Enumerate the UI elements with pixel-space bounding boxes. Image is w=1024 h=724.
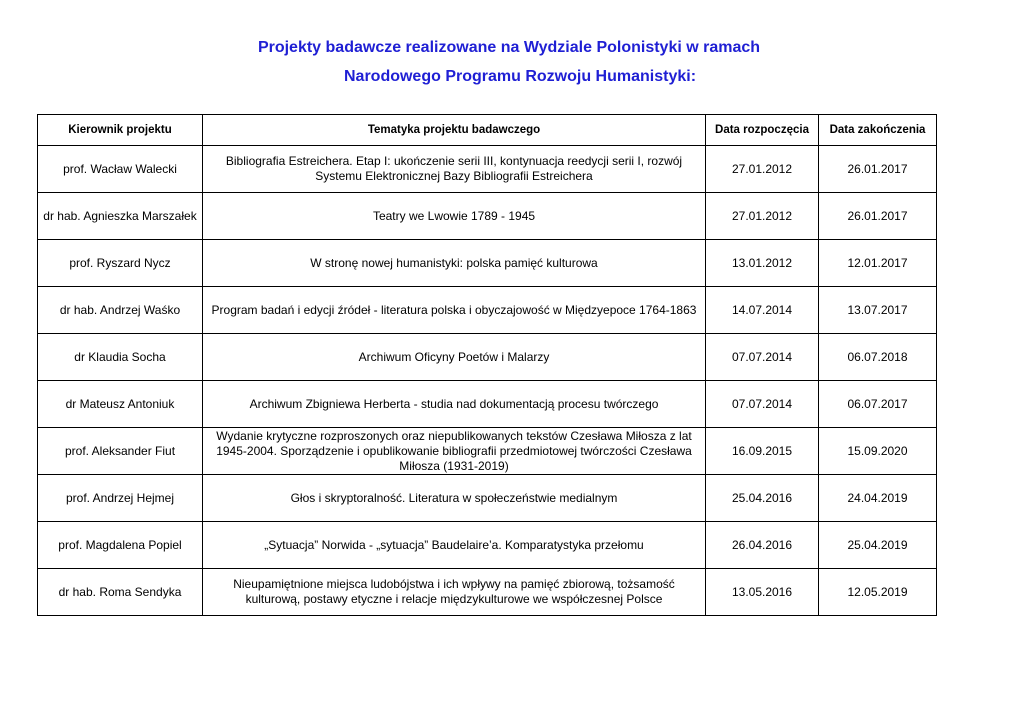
cell-end-date: 24.04.2019 xyxy=(819,475,937,522)
cell-leader: prof. Andrzej Hejmej xyxy=(38,475,203,522)
cell-topic: Teatry we Lwowie 1789 - 1945 xyxy=(203,193,706,240)
cell-end-date: 25.04.2019 xyxy=(819,522,937,569)
cell-topic: Archiwum Oficyny Poetów i Malarzy xyxy=(203,334,706,381)
cell-start-date: 27.01.2012 xyxy=(706,146,819,193)
cell-topic: Archiwum Zbigniewa Herberta - studia nad dokumentacją procesu twórczego xyxy=(203,381,706,428)
cell-topic: Program badań i edycji źródeł - literatura polska i obyczajowość w Międzyepoce 1764-1863 xyxy=(203,287,706,334)
table-row xyxy=(38,522,937,569)
table-row xyxy=(38,334,937,381)
cell-leader: dr hab. Andrzej Waśko xyxy=(38,287,203,334)
column-header-topic: Tematyka projektu badawczego xyxy=(203,115,706,146)
column-header-end-date: Data zakończenia xyxy=(819,115,937,146)
cell-start-date: 07.07.2014 xyxy=(706,334,819,381)
cell-topic: W stronę nowej humanistyki: polska pamięć kulturowa xyxy=(203,240,706,287)
cell-leader: prof. Aleksander Fiut xyxy=(38,428,203,475)
cell-leader: dr Klaudia Socha xyxy=(38,334,203,381)
cell-topic: Głos i skryptoralność. Literatura w społeczeństwie medialnym xyxy=(203,475,706,522)
column-header-start-date: Data rozpoczęcia xyxy=(706,115,819,146)
cell-end-date: 26.01.2017 xyxy=(819,193,937,240)
table-row xyxy=(38,146,937,193)
table-row xyxy=(38,193,937,240)
cell-topic: Nieupamiętnione miejsca ludobójstwa i ich wpływy na pamięć zbiorową, tożsamość kulturową, postawy etyczne i relacje międzykulturowe we współczesnej Polsce xyxy=(203,569,706,616)
cell-start-date: 13.01.2012 xyxy=(706,240,819,287)
table-header-row xyxy=(38,115,937,146)
table-row xyxy=(38,381,937,428)
table-row xyxy=(38,287,937,334)
cell-topic: „Sytuacja” Norwida - „sytuacja” Baudelaire’a. Komparatystyka przełomu xyxy=(203,522,706,569)
projects-table xyxy=(37,114,937,616)
cell-leader: prof. Wacław Walecki xyxy=(38,146,203,193)
cell-leader: dr hab. Agnieszka Marszałek xyxy=(38,193,203,240)
cell-end-date: 06.07.2018 xyxy=(819,334,937,381)
table-row xyxy=(38,240,937,287)
cell-start-date: 25.04.2016 xyxy=(706,475,819,522)
cell-end-date: 13.07.2017 xyxy=(819,287,937,334)
cell-start-date: 27.01.2012 xyxy=(706,193,819,240)
cell-topic: Wydanie krytyczne rozproszonych oraz niepublikowanych tekstów Czesława Miłosza z lat 1945-2004. Sporządzenie i opublikowanie bibliografii przedmiotowej twórczości Czesława Miłosza (1931-2019) xyxy=(203,428,706,475)
cell-leader: prof. Ryszard Nycz xyxy=(38,240,203,287)
cell-start-date: 14.07.2014 xyxy=(706,287,819,334)
cell-start-date: 07.07.2014 xyxy=(706,381,819,428)
table-body xyxy=(38,146,937,616)
document-title-line-2: Narodowego Programu Rozwoju Humanistyki: xyxy=(343,68,697,85)
cell-end-date: 12.01.2017 xyxy=(819,240,937,287)
cell-end-date: 06.07.2017 xyxy=(819,381,937,428)
cell-end-date: 26.01.2017 xyxy=(819,146,937,193)
cell-end-date: 12.05.2019 xyxy=(819,569,937,616)
cell-topic: Bibliografia Estreichera. Etap I: ukończenie serii III, kontynuacja reedycji serii I, rozwój Systemu Elektronicznej Bazy Bibliografii Estreichera xyxy=(203,146,706,193)
cell-start-date: 16.09.2015 xyxy=(706,428,819,475)
column-header-leader: Kierownik projektu xyxy=(38,115,203,146)
table-header xyxy=(38,115,937,146)
cell-start-date: 13.05.2016 xyxy=(706,569,819,616)
table-row xyxy=(38,569,937,616)
cell-leader: dr Mateusz Antoniuk xyxy=(38,381,203,428)
cell-leader: prof. Magdalena Popiel xyxy=(38,522,203,569)
table-row xyxy=(38,428,937,475)
document-title-line-1: Projekty badawcze realizowane na Wydziale Polonistyki w ramach xyxy=(257,39,761,56)
cell-leader: dr hab. Roma Sendyka xyxy=(38,569,203,616)
table-row xyxy=(38,475,937,522)
cell-start-date: 26.04.2016 xyxy=(706,522,819,569)
cell-end-date: 15.09.2020 xyxy=(819,428,937,475)
